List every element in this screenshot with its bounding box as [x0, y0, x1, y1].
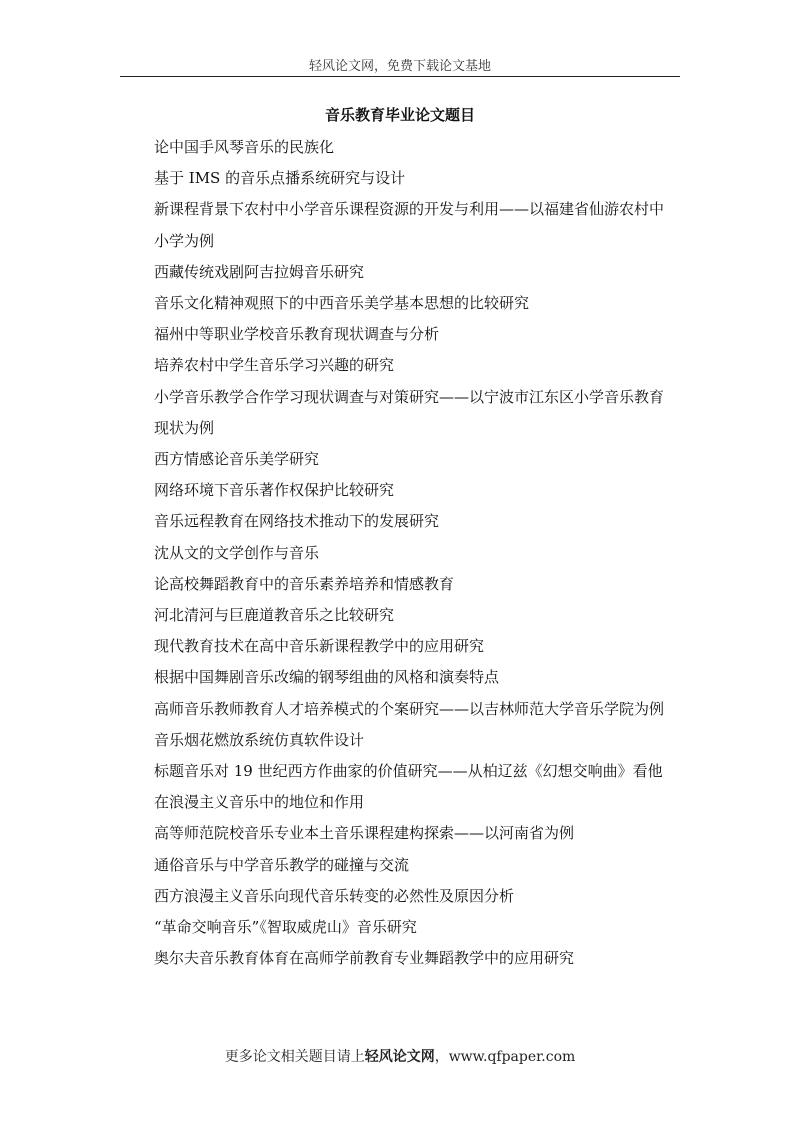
- topic-item: 沈从文的文学创作与音乐: [154, 543, 320, 562]
- topic-item: 音乐烟花燃放系统仿真软件设计: [154, 730, 365, 749]
- document-title: 音乐教育毕业论文题目: [324, 106, 475, 124]
- topic-item: 奥尔夫音乐教育体育在高师学前教育专业舞蹈教学中的应用研究: [154, 949, 575, 968]
- topic-item: 标题音乐对 19 世纪西方作曲家的价值研究——从柏辽兹《幻想交响曲》看他在浪漫主义音乐中的地位和作用: [154, 762, 663, 812]
- topic-item: 河北清河与巨鹿道教音乐之比较研究: [154, 606, 395, 625]
- page-footer: [120, 1046, 680, 1066]
- topic-item: 网络环境下音乐著作权保护比较研究: [154, 481, 395, 500]
- topic-item: 小学音乐教学合作学习现状调查与对策研究——以宁波市江东区小学音乐教育现状为例: [154, 387, 665, 437]
- footer-url: ，www.qfpaper.com: [434, 1049, 576, 1065]
- footer-prefix: 更多论文相关题目请上: [224, 1049, 365, 1065]
- topic-item: 新课程背景下农村中小学音乐课程资源的开发与利用——以福建省仙游农村中小学为例: [154, 200, 665, 250]
- topic-item: 高师音乐教师教育人才培养模式的个案研究——以吉林师范大学音乐学院为例: [154, 699, 665, 718]
- header-divider: [120, 76, 680, 77]
- topic-item: 西方浪漫主义音乐向现代音乐转变的必然性及原因分析: [154, 886, 515, 905]
- topic-item: 培养农村中学生音乐学习兴趣的研究: [154, 356, 395, 375]
- footer-site-name: 轻风论文网: [364, 1049, 435, 1065]
- page-header: 轻风论文网，免费下载论文基地: [308, 59, 491, 74]
- topic-list: [154, 132, 674, 974]
- topic-item: 根据中国舞剧音乐改编的钢琴组曲的风格和演奏特点: [154, 668, 500, 687]
- topic-item: 基于 IMS 的音乐点播系统研究与设计: [154, 169, 406, 188]
- topic-item: 音乐远程教育在网络技术推动下的发展研究: [154, 512, 440, 531]
- topic-item: 现代教育技术在高中音乐新课程教学中的应用研究: [154, 637, 485, 656]
- topic-item: 高等师范院校音乐专业本土音乐课程建构探索——以河南省为例: [154, 824, 575, 843]
- topic-item: 论中国手风琴音乐的民族化: [154, 138, 335, 156]
- topic-item: 音乐文化精神观照下的中西音乐美学基本思想的比较研究: [154, 294, 530, 313]
- topic-item: 福州中等职业学校音乐教育现状调查与分析: [154, 325, 440, 344]
- topic-item: 通俗音乐与中学音乐教学的碰撞与交流: [154, 855, 410, 874]
- topic-item: 论高校舞蹈教育中的音乐素养培养和情感教育: [154, 574, 455, 593]
- topic-item: “革命交响音乐”《智取威虎山》音乐研究: [154, 918, 417, 937]
- topic-item: 西方情感论音乐美学研究: [154, 450, 320, 469]
- topic-item: 西藏传统戏剧阿吉拉姆音乐研究: [154, 262, 365, 281]
